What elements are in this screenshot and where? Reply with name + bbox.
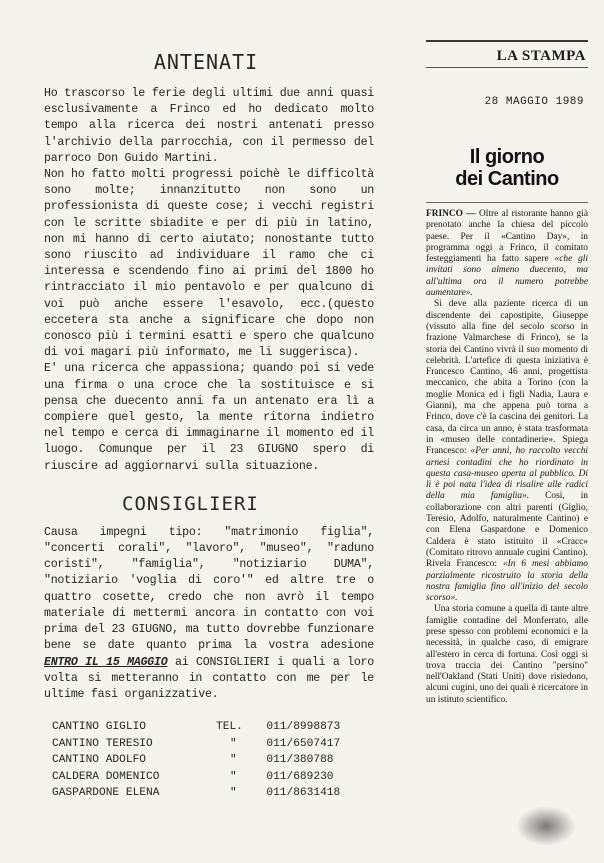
newspaper-masthead: LA STAMPA bbox=[426, 44, 588, 68]
deadline-emphasis: ENTRO IL 15 MAGGIO bbox=[44, 655, 168, 669]
newsletter-column bbox=[44, 50, 374, 802]
contact-row bbox=[52, 785, 374, 802]
contacts-table bbox=[52, 719, 374, 802]
contact-row bbox=[52, 719, 374, 736]
consiglieri-text-end: ai CONSIGLIERI i quali a loro volta si metteranno in contatto con me per le ultime fasi organizzative. bbox=[44, 655, 374, 701]
ditto-mark: " bbox=[230, 770, 237, 783]
antenati-paragraph: Non ho fatto molti progressi poichè le difficoltà sono molte; innanzitutto non sono un professionista di queste cose; i vecchi registri con le scritte sbiadite e per di più in latino, non mi hanno di certo aiutato; nonostante tutto sono riuscito ad individuare il ramo che ci interessa e scendendo fino ai primi del 1800 ho rintracciato il mio pentavolo e per qualcuno di voi può anche essere l'esavolo, ecc.(questo eccetera sta anche a significare che dopo non conosco più i termini esatti e spero che qualcuno di voi magari più informato, me li suggerisca). bbox=[44, 168, 374, 360]
article-body bbox=[426, 202, 588, 706]
antenati-body bbox=[44, 86, 374, 475]
newspaper-clipping bbox=[426, 40, 588, 860]
article-paragraph bbox=[426, 299, 588, 604]
article-quote: «che gli invitati sono almeno duecento, ma all'ultima ora il numero potrebbe aumentare». bbox=[426, 254, 588, 299]
ink-smudge bbox=[516, 806, 576, 846]
contact-row bbox=[52, 769, 374, 786]
contact-name: CANTINO TERESIO bbox=[52, 737, 153, 750]
contact-phone: 011/8631418 bbox=[266, 787, 341, 800]
contact-phone: 011/380788 bbox=[266, 754, 334, 767]
headline-line: Il giorno bbox=[469, 146, 545, 168]
masthead-rule bbox=[426, 40, 588, 42]
antenati-paragraph: Ho trascorso le ferie degli ultimi due anni quasi esclusivamente a Frinco ed ho dedicato molto tempo alla ricerca dei nostri antenati presso l'archivio della parrocchia, con il permesso del parroco Don Guido Martini. bbox=[44, 87, 374, 165]
article-quote: «In 6 mesi abbiamo parzialmente ricostruito la storia della nostra famiglia fino all'inizio del secolo scorso». bbox=[426, 559, 588, 604]
contact-phone: 011/689230 bbox=[266, 770, 334, 783]
antenati-title: ANTENATI bbox=[153, 50, 259, 74]
article-paragraph: Una storia comune a quella di tante altre famiglie contadine del Monferrato, alle prese spesso con problemi economici e la necessità, in qualche caso, di emigrare all'estero in cerca di fortuna. Così oggi si trova traccia dei Cantino "persino" nell'Oakland (Stati Uniti) dove risiedono, alcuni cugini, uno dei quali è ricercatore in un istituto scientifico. bbox=[426, 604, 588, 705]
article-text: Oltre al ristorante hanno già prenotato anche la chiesa del piccolo paese. Per il «Cantino Day», in programma oggi a Frinco, il comitato festeggiamenti ha fatto sapere bbox=[426, 209, 589, 265]
tel-label: TEL. bbox=[216, 721, 243, 734]
antenati-paragraph: E' una ricerca che appassiona; quando poi si vede una firma o una croce che la sostituisce e si pensa che duecento anni fa un antenato era lì a compiere quel gesto, la mente ritorna indietro nel tempo e cerca di immaginarne il momento ed il luogo. Comunque per il 23 GIUGNO spero di riuscire ad aggiornarvi sulla situazione. bbox=[44, 362, 374, 473]
contact-row bbox=[52, 736, 374, 753]
consiglieri-title: CONSIGLIERI bbox=[122, 492, 259, 515]
article-quote: «Per anni, ho raccolto vecchi arnesi contadini che ho riordinato in questa casa-museo aperta al pubblico. Di lì è poi nata l'idea di risalire alle radici della mia famiglia». bbox=[426, 446, 588, 502]
dateline: FRINCO — bbox=[426, 209, 476, 219]
ditto-mark: " bbox=[230, 787, 237, 800]
contact-name: CANTINO ADOLFO bbox=[52, 754, 146, 767]
contact-row bbox=[52, 752, 374, 769]
consiglieri-body bbox=[44, 525, 374, 703]
ditto-mark: " bbox=[230, 737, 237, 750]
article-text: Si deve alla paziente ricerca di un discendente dei capostipite, Giuseppe (vissuto alla fine del secolo scorso in frazione Valmarchese di Frinco), se la storia dei Cantino vivrà il suo momento di celebrità. L'artefice di questa iniziativa è Francesco Cantino, 46 anni, progettista meccanico, che abita a Torino (con la moglie Monica ed i figli Nadia, Laura e Gianni), ma che appena può torna a Frinco, dove c'è la cascina dei genitori. La casa, da circa un anno, è stata trasformata in «museo delle contadinerie». Spiega Francesco: bbox=[426, 299, 588, 457]
consiglieri-text: Causa impegni tipo: "matrimonio figlia", "concerti corali", "lavoro", "museo", "raduno coristi", "famiglia", "notiziario DUMA", "notiziario 'voglia di coro'" ed altre tre o quattro cosette, credo che non avrò il tempo materiale di mettermi ancora in contatto con voi prima del 23 GIUGNO, ma tutto dovrebbe funzionare bene se date quanto prima la vostra adesione bbox=[44, 525, 374, 653]
ditto-mark: " bbox=[230, 754, 237, 767]
contact-name: CANTINO GIGLIO bbox=[52, 721, 146, 734]
article-paragraph bbox=[426, 209, 588, 299]
contact-phone: 011/8998873 bbox=[266, 721, 341, 734]
article-headline bbox=[426, 146, 588, 190]
headline-line: dei Cantino bbox=[455, 168, 559, 190]
contact-phone: 011/6507417 bbox=[266, 737, 341, 750]
contact-name: CALDERA DOMENICO bbox=[52, 770, 160, 783]
article-text: Così, in collaborazione con altri parenti (Giglio, Teresio, Adolfo, naturalmente Cantino) e con Elena Gaspardone e Domenico Caldera è stato istituito il «Cracc» (Comitato ritrovo annuale cugini Cantino). Rivela Francesco: bbox=[426, 491, 588, 570]
clipping-date: 28 MAGGIO 1989 bbox=[484, 96, 584, 108]
contact-name: GASPARDONE ELENA bbox=[52, 787, 160, 800]
